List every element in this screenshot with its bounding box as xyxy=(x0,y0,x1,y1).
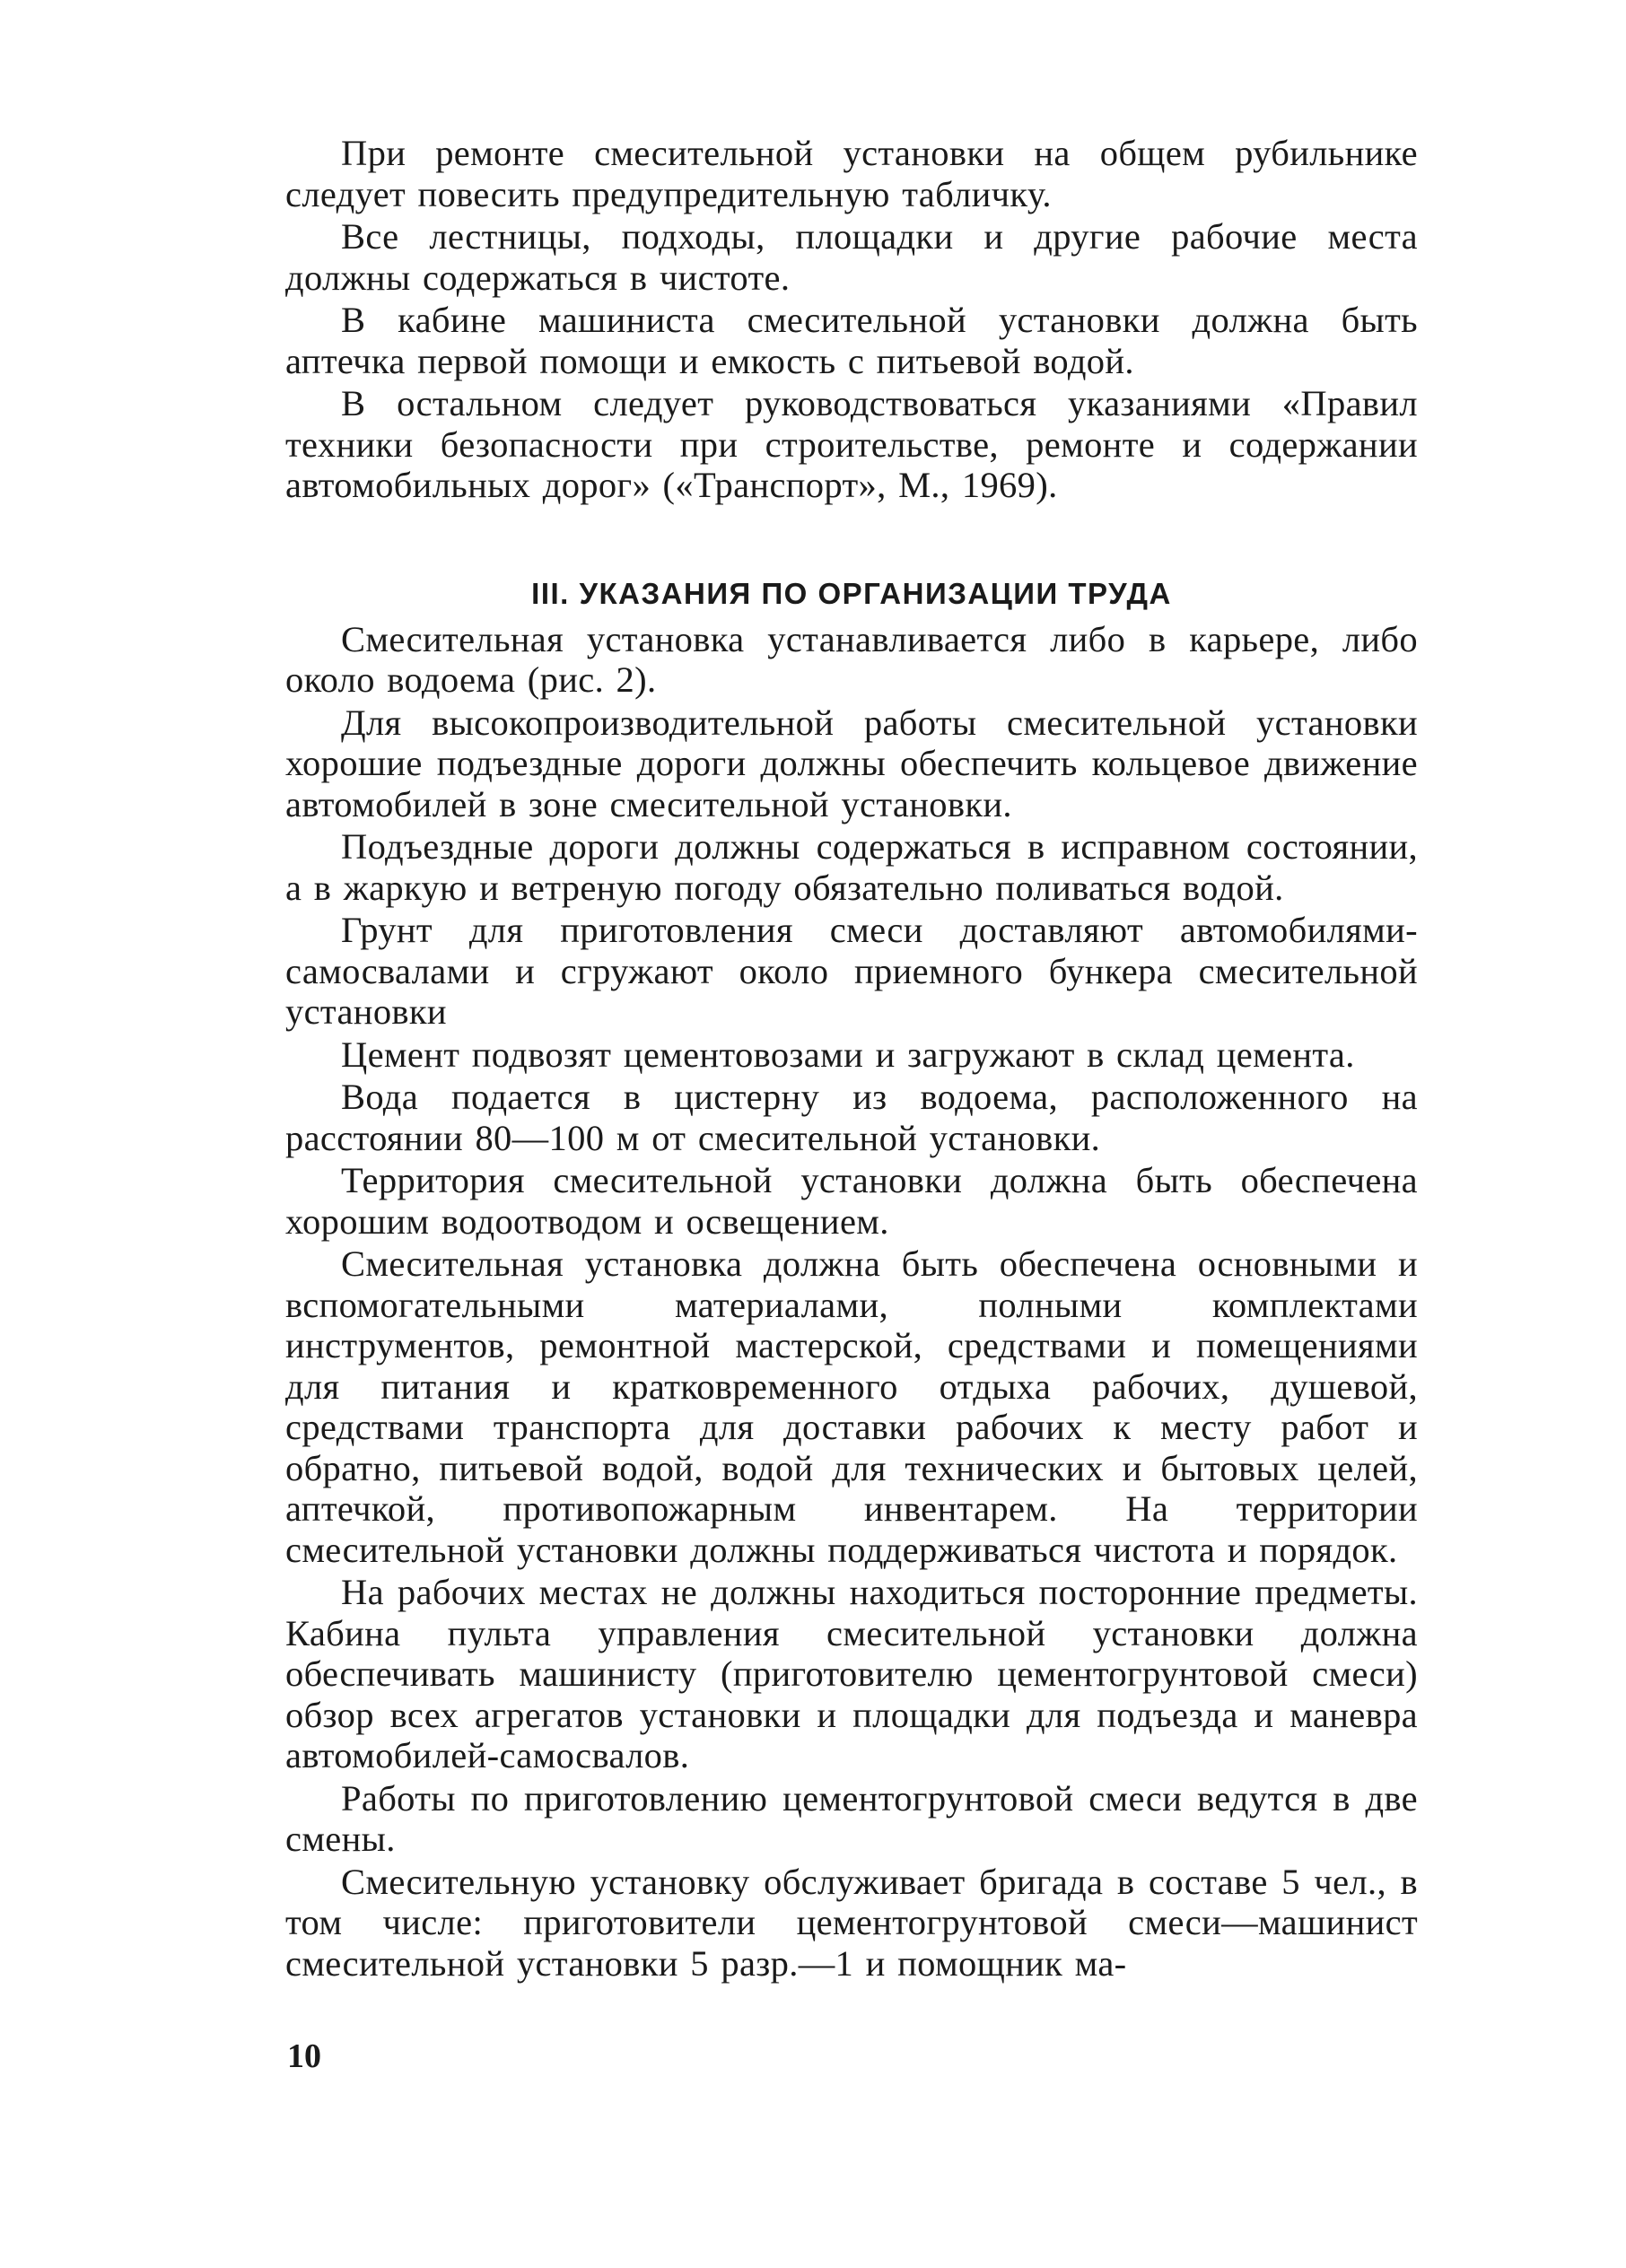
page-number: 10 xyxy=(287,2037,321,2075)
paragraph-soil-delivery: Грунт для приготовления смеси доставляют автомобилями-самосвалами и сгружают около приемного бункера смесительной установки xyxy=(285,910,1418,1032)
paragraph-safety-rules-reference: В остальном следует руководствоваться указаниями «Правил техники безопасности при строительстве, ремонте и содержании автомобильных дорог» («Транспорт», М., 1969). xyxy=(285,383,1418,505)
paragraph-access-roads: Для высокопроизводительной работы смесительной установки хорошие подъездные дороги должны обеспечить кольцевое движение автомобилей в зоне смесительной установки. xyxy=(285,702,1418,824)
paragraph-crew-composition: Смесительную установку обслуживает бригада в составе 5 чел., в том числе: приготовители цементогрунтовой смеси—машинист смесительной установки 5 разр.—1 и помощник ма- xyxy=(285,1861,1418,1984)
section-heading: III. УКАЗАНИЯ ПО ОРГАНИЗАЦИИ ТРУДА xyxy=(531,576,1172,610)
paragraph-road-maintenance: Подъездные дороги должны содержаться в исправном состоянии, а в жаркую и ветреную погоду обязательно поливаться водой. xyxy=(285,826,1418,908)
paragraph-drainage-lighting: Территория смесительной установки должна быть обеспечена хорошим водоотводом и освещением. xyxy=(285,1160,1418,1242)
paragraph-cement-delivery: Цемент подвозят цементовозами и загружают в склад цемента. xyxy=(341,1034,1355,1075)
paragraph-water-supply: Вода подается в цистерну из водоема, расположенного на расстоянии 80—100 м от смесительной установки. xyxy=(285,1077,1418,1158)
paragraph-workplace-visibility: На рабочих местах не должны находиться посторонние предметы. Кабина пульта управления смесительной установки должна обеспечивать машинисту (приготовителю цементогрунтовой смеси) обзор всех агрегатов установки и площадки для подъезда и маневра автомобилей-самосвалов. xyxy=(285,1572,1418,1775)
paragraph-site-provisions: Смесительная установка должна быть обеспечена основными и вспомогательными материалами, полными комплектами инструментов, ремонтной мастерской, средствами и помещениями для питания и кратковременного отдыха рабочих, душевой, средствами транспорта для доставки рабочих к месту работ и обратно, питьевой водой, водой для технических и бытовых целей, аптечкой, противопожарным инвентарем. На территории смесительной установки должны поддерживаться чистота и порядок. xyxy=(285,1243,1418,1570)
paragraph-cleanliness: Все лестницы, подходы, площадки и другие рабочие места должны содержаться в чистоте. xyxy=(285,216,1418,298)
paragraph-switch-warning-sign: При ремонте смесительной установки на общем рубильнике следует повесить предупредительную табличку. xyxy=(285,133,1418,214)
paragraph-first-aid-kit: В кабине машиниста смесительной установки должна быть аптечка первой помощи и емкость с питьевой водой. xyxy=(285,300,1418,381)
document-page xyxy=(285,133,1418,1984)
paragraph-installation-location: Смесительная установка устанавливается либо в карьере, либо около водоема (рис. 2). xyxy=(285,618,1418,700)
paragraph-work-shifts: Работы по приготовлению цементогрунтовой смеси ведутся в две смены. xyxy=(285,1777,1418,1859)
